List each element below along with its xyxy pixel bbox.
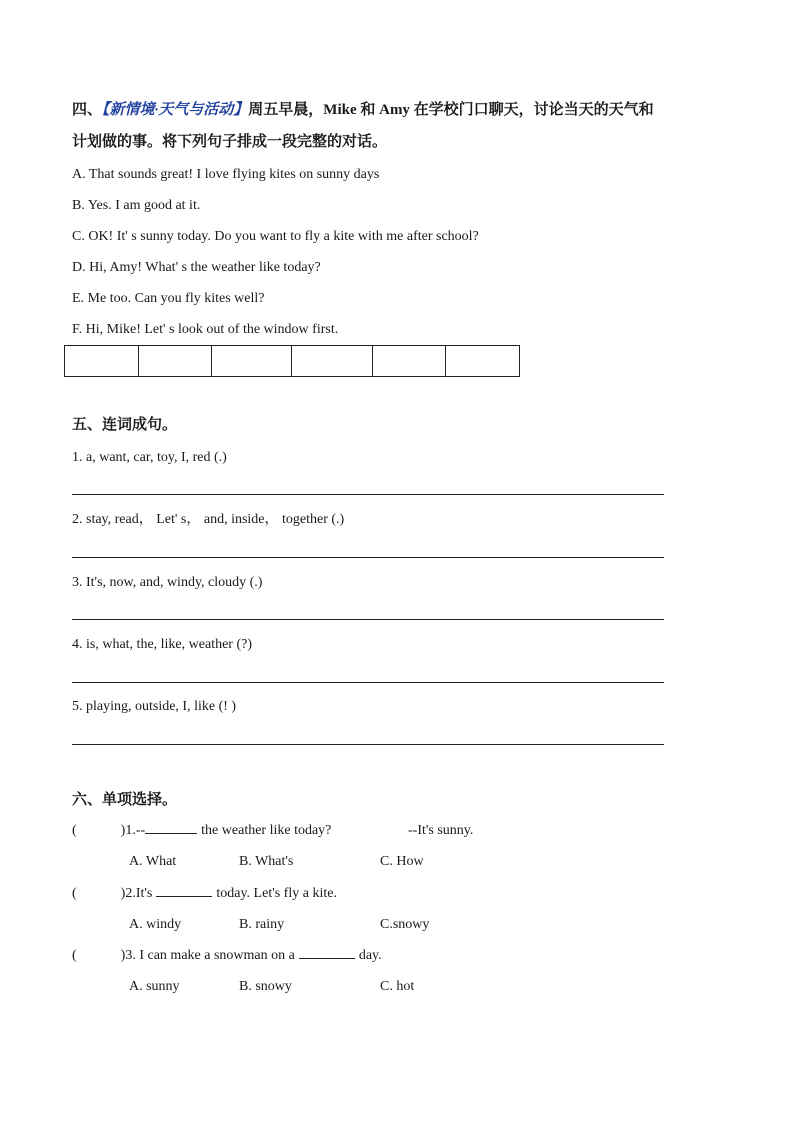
dialogue-option-d: D. Hi, Amy! What' s the weather like today? <box>72 260 321 275</box>
reorder-item-1: 1. a, want, car, toy, I, red (.) <box>72 450 227 465</box>
question-1-reply: --It's sunny. <box>408 823 474 838</box>
answer-paren-open: ( <box>72 823 77 838</box>
reorder-item-4: 4. is, what, the, like, weather (?) <box>72 637 252 652</box>
section4-heading <box>72 101 654 119</box>
dialogue-option-e: E. Me too. Can you fly kites well? <box>72 291 265 306</box>
question-1-option-c[interactable]: C. How <box>380 854 424 869</box>
section4-intro-line2: 计划做的事。将下列句子排成一段完整的对话。 <box>72 134 388 150</box>
question-1-option-a[interactable]: A. What <box>129 854 177 869</box>
section4-tag: 【新情境·天气与活动】 <box>102 102 249 118</box>
answer-cell[interactable] <box>139 346 212 377</box>
question-3-option-a[interactable]: A. sunny <box>129 979 180 994</box>
answer-cell[interactable] <box>446 346 520 377</box>
question-3 <box>72 947 382 965</box>
question-1-option-b[interactable]: B. What's <box>239 854 294 869</box>
question-3-prefix: )3. I can make a snowman on a <box>120 948 295 963</box>
reorder-item-5: 5. playing, outside, I, like (! ) <box>72 699 237 714</box>
question-2-option-c[interactable]: C.snowy <box>380 917 430 932</box>
dialogue-option-c: C. OK! It' s sunny today. Do you want to fly a kite with me after school? <box>72 229 479 244</box>
answer-line-2[interactable] <box>72 557 664 558</box>
answer-cell[interactable] <box>212 346 292 377</box>
fill-blank[interactable] <box>299 958 355 959</box>
answer-line-3[interactable] <box>72 619 664 620</box>
question-1 <box>72 822 331 840</box>
dialogue-option-f: F. Hi, Mike! Let' s look out of the window first. <box>72 322 339 337</box>
answer-order-table <box>64 345 520 377</box>
question-2-suffix: today. Let's fly a kite. <box>216 886 337 901</box>
dialogue-option-b: B. Yes. I am good at it. <box>72 198 201 213</box>
question-2-prefix: )2.It's <box>120 886 153 901</box>
fill-blank[interactable] <box>156 896 212 897</box>
answer-paren-open: ( <box>72 886 77 901</box>
answer-cell[interactable] <box>292 346 373 377</box>
answer-cell[interactable] <box>373 346 446 377</box>
question-1-prefix: )1.-- <box>120 823 146 838</box>
section4-number: 四、 <box>72 102 103 118</box>
question-2 <box>72 885 337 903</box>
question-2-option-b[interactable]: B. rainy <box>239 917 285 932</box>
section5-heading: 五、连词成句。 <box>72 417 178 433</box>
question-1-suffix: the weather like today? <box>201 823 332 838</box>
answer-line-1[interactable] <box>72 494 664 495</box>
answer-cell[interactable] <box>65 346 139 377</box>
reorder-item-2: 2. stay, read， Let' s， and, inside， together (.) <box>72 512 345 527</box>
dialogue-option-a: A. That sounds great! I love flying kites on sunny days <box>72 167 380 182</box>
question-3-option-b[interactable]: B. snowy <box>239 979 292 994</box>
reorder-item-3: 3. It's, now, and, windy, cloudy (.) <box>72 575 263 590</box>
answer-line-4[interactable] <box>72 682 664 683</box>
answer-line-5[interactable] <box>72 744 664 745</box>
question-2-option-a[interactable]: A. windy <box>129 917 182 932</box>
answer-paren-open: ( <box>72 948 77 963</box>
section6-heading: 六、单项选择。 <box>72 792 178 808</box>
question-3-option-c[interactable]: C. hot <box>380 979 415 994</box>
section4-intro-line1: 周五早晨，Mike 和 Amy 在学校门口聊天，讨论当天的天气和 <box>248 102 654 118</box>
fill-blank[interactable] <box>145 833 197 834</box>
question-3-suffix: day. <box>358 948 382 963</box>
